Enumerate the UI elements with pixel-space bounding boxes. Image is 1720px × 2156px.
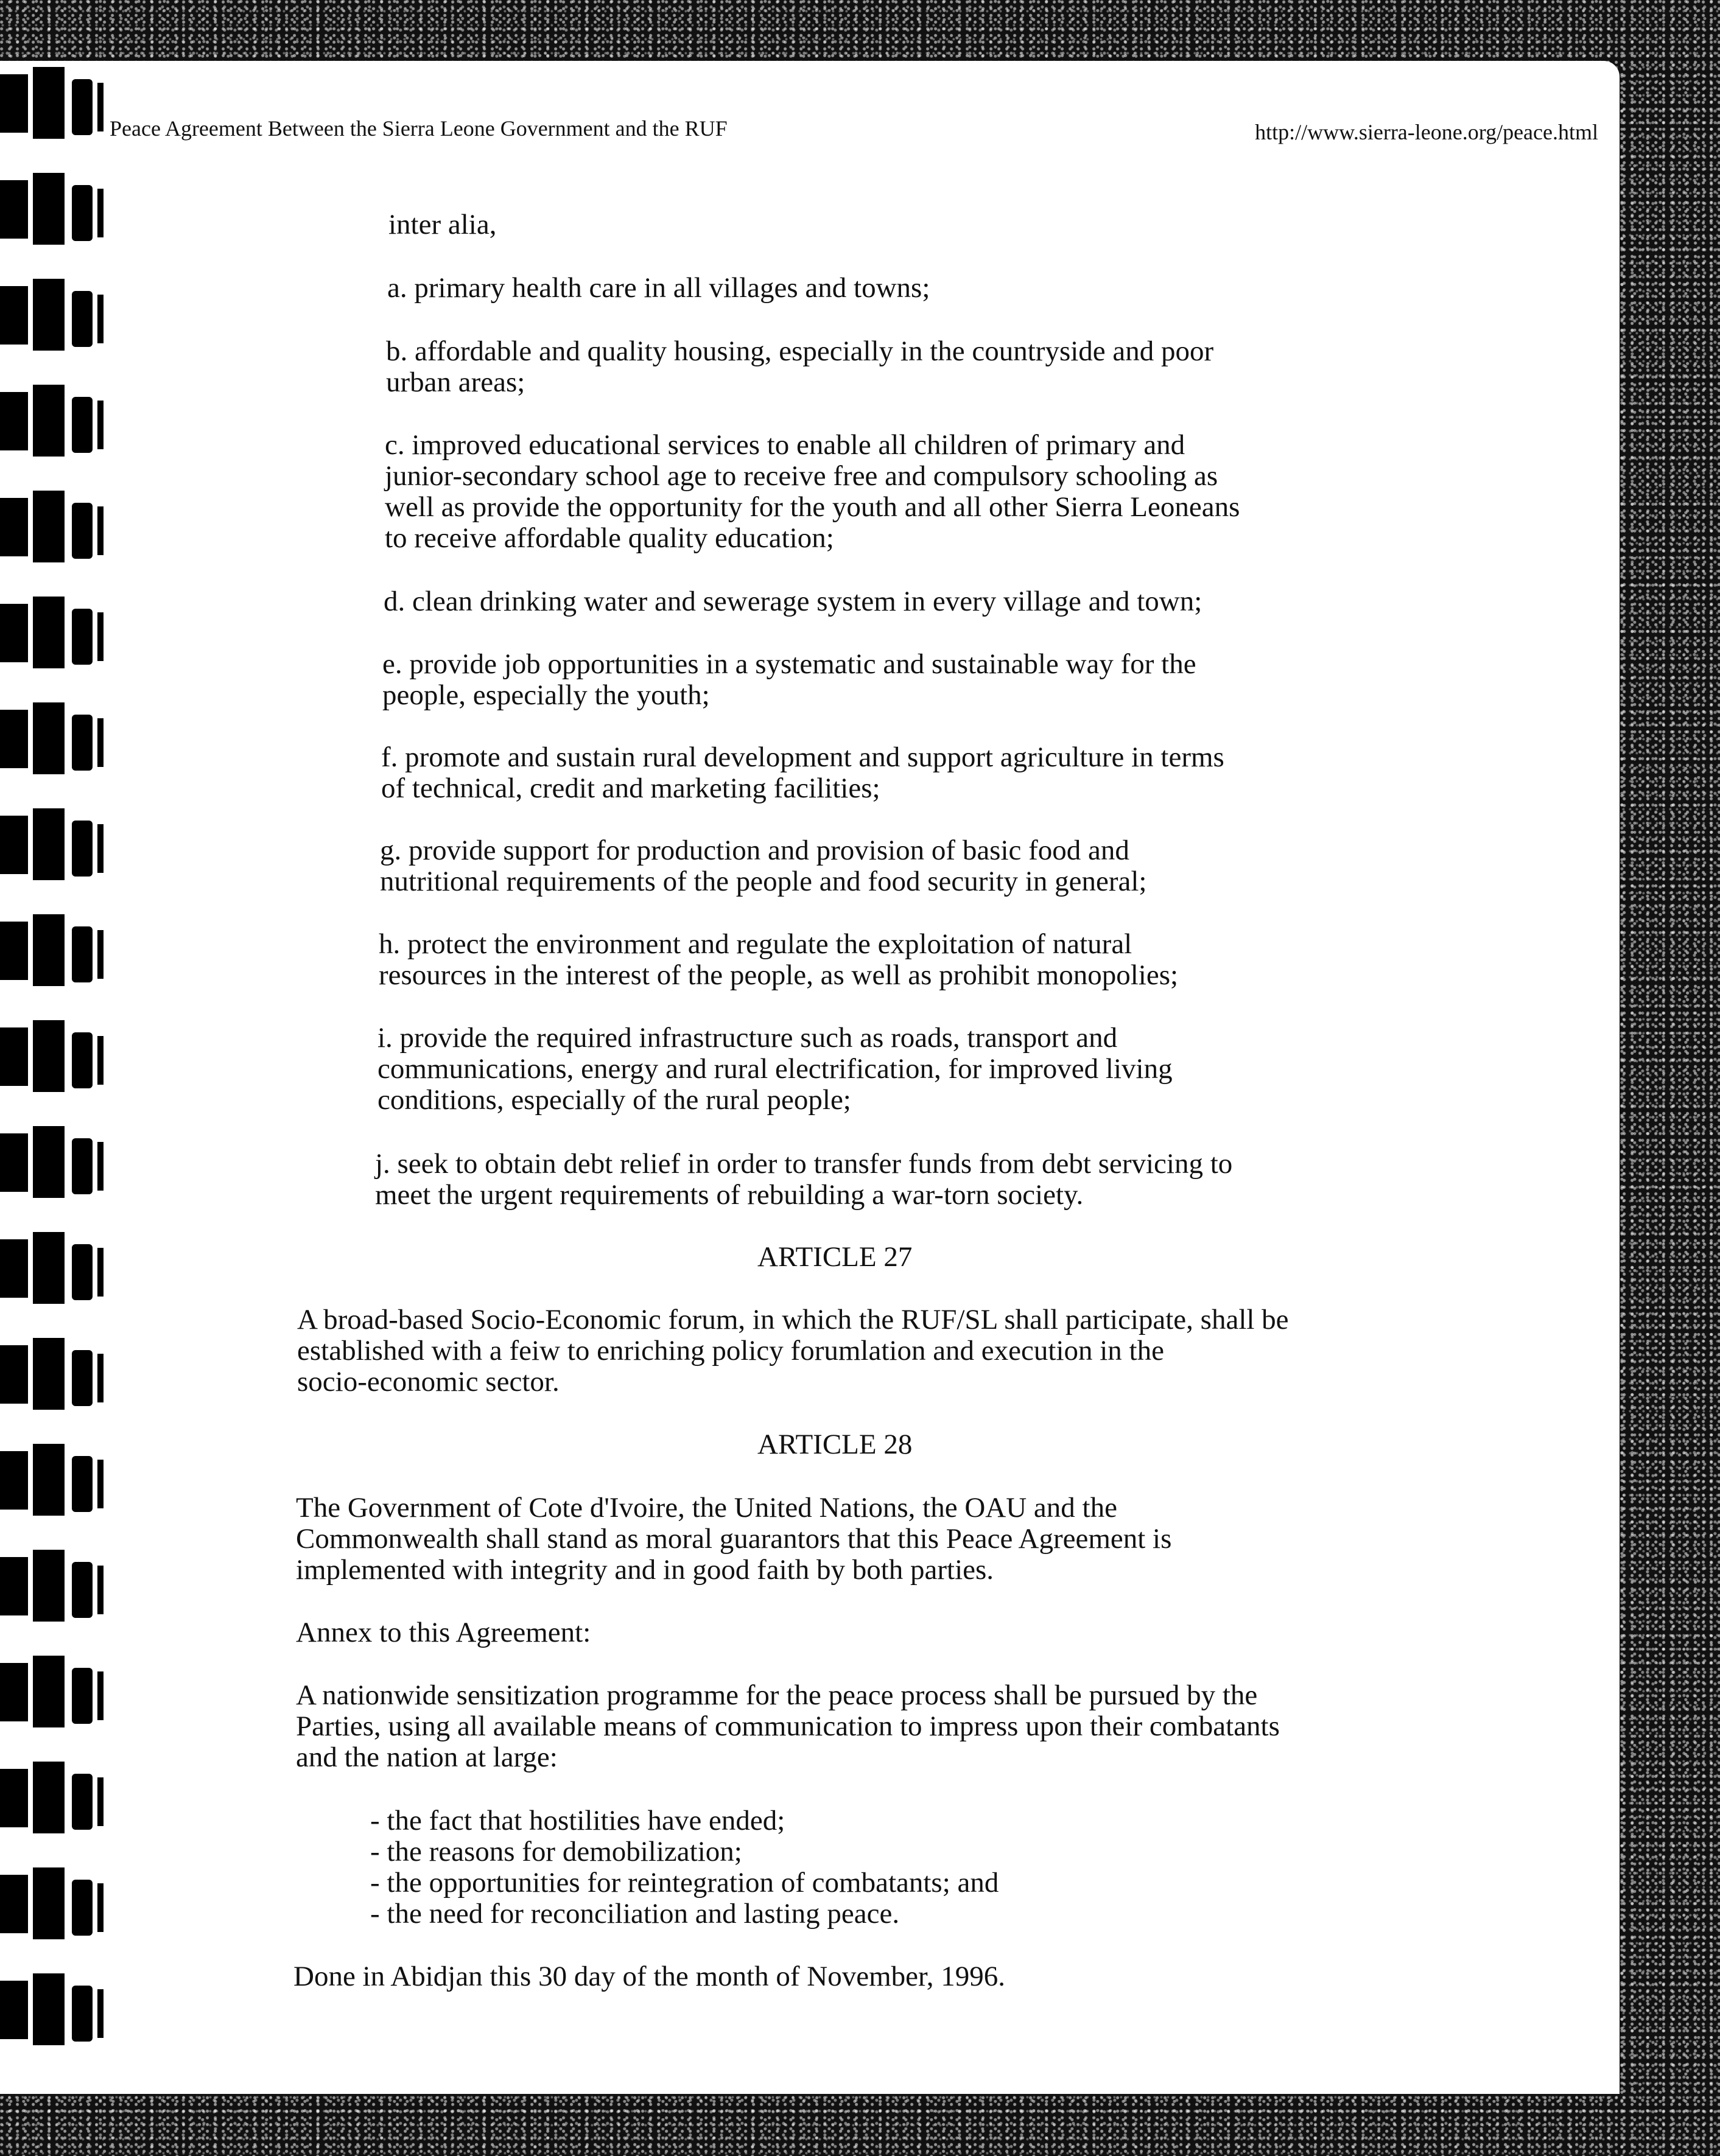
intro-text: inter alia, <box>388 209 497 240</box>
annex-bullet-4: - the need for reconciliation and lasting peace. <box>370 1898 900 1930</box>
binding-ring <box>0 1338 113 1410</box>
spiral-binding <box>0 67 128 2094</box>
list-item-e: e. provide job opportunities in a systematic and sustainable way for the people, especially the youth; <box>382 648 1196 711</box>
binding-ring <box>0 1762 113 1833</box>
binding-ring <box>0 279 113 351</box>
list-item-g: g. provide support for production and provision of basic food and nutritional requirements of the people and food security in general; <box>380 835 1147 897</box>
annex-bullet-1: - the fact that hostilities have ended; <box>370 1805 785 1836</box>
list-item-b: b. affordable and quality housing, especially in the countryside and poor urban areas; <box>386 335 1214 398</box>
binding-ring <box>0 385 113 457</box>
binding-ring <box>0 1867 113 1939</box>
binding-ring <box>0 1232 113 1304</box>
binding-ring <box>0 597 113 668</box>
binding-ring <box>0 1550 113 1622</box>
list-item-j: j. seek to obtain debt relief in order to transfer funds from debt servicing to meet the urgent requirements of rebuilding a war-torn society. <box>375 1148 1233 1211</box>
binding-ring <box>0 1656 113 1727</box>
binding-ring <box>0 1020 113 1092</box>
binding-ring <box>0 67 113 139</box>
list-item-f: f. promote and sustain rural development and support agriculture in terms of technical, credit and marketing facilities; <box>381 741 1224 804</box>
article-28-text: The Government of Cote d'Ivoire, the United Nations, the OAU and the Commonwealth shall stand as moral guarantors that this Peace Agreement is implemented with integrity and in good faith by both parties. <box>296 1492 1172 1586</box>
list-item-a: a. primary health care in all villages and towns; <box>387 272 930 304</box>
article-28-heading: ARTICLE 28 <box>757 1429 913 1460</box>
article-27-text: A broad-based Socio-Economic forum, in which the RUF/SL shall participate, shall be established with a feiw to enriching policy forumlation and execution in the socio-economic sector. <box>297 1304 1289 1398</box>
binding-ring <box>0 1126 113 1198</box>
article-27-heading: ARTICLE 27 <box>757 1241 913 1273</box>
header-title: Peace Agreement Between the Sierra Leone Government and the RUF <box>110 116 728 141</box>
header-url: http://www.sierra-leone.org/peace.html <box>1255 120 1598 144</box>
closing-text: Done in Abidjan this 30 day of the month of November, 1996. <box>293 1961 1006 1992</box>
binding-ring <box>0 1444 113 1516</box>
binding-ring <box>0 173 113 245</box>
list-item-d: d. clean drinking water and sewerage system in every village and town; <box>384 586 1202 617</box>
list-item-h: h. protect the environment and regulate the exploitation of natural resources in the interest of the people, as well as prohibit monopolies; <box>379 928 1179 991</box>
binding-ring <box>0 1973 113 2045</box>
binding-ring <box>0 702 113 774</box>
binding-ring <box>0 914 113 986</box>
list-item-i: i. provide the required infrastructure such as roads, transport and communications, energy and rural electrification, for improved living conditions, especially of the rural people; <box>377 1022 1173 1116</box>
annex-bullet-3: - the opportunities for reintegration of combatants; and <box>370 1867 999 1899</box>
list-item-c: c. improved educational services to enable all children of primary and junior-secondary school age to receive free and compulsory schooling as well as provide the opportunity for the youth and all other Sierra Leoneans to receive affordable quality education; <box>385 429 1240 554</box>
annex-bullet-2: - the reasons for demobilization; <box>370 1836 742 1867</box>
annex-title: Annex to this Agreement: <box>296 1617 591 1648</box>
binding-ring <box>0 491 113 562</box>
binding-ring <box>0 808 113 880</box>
annex-text: A nationwide sensitization programme for the peace process shall be pursued by the Parties, using all available means of communication to impress upon their combatants and the nation at large: <box>296 1679 1280 1773</box>
